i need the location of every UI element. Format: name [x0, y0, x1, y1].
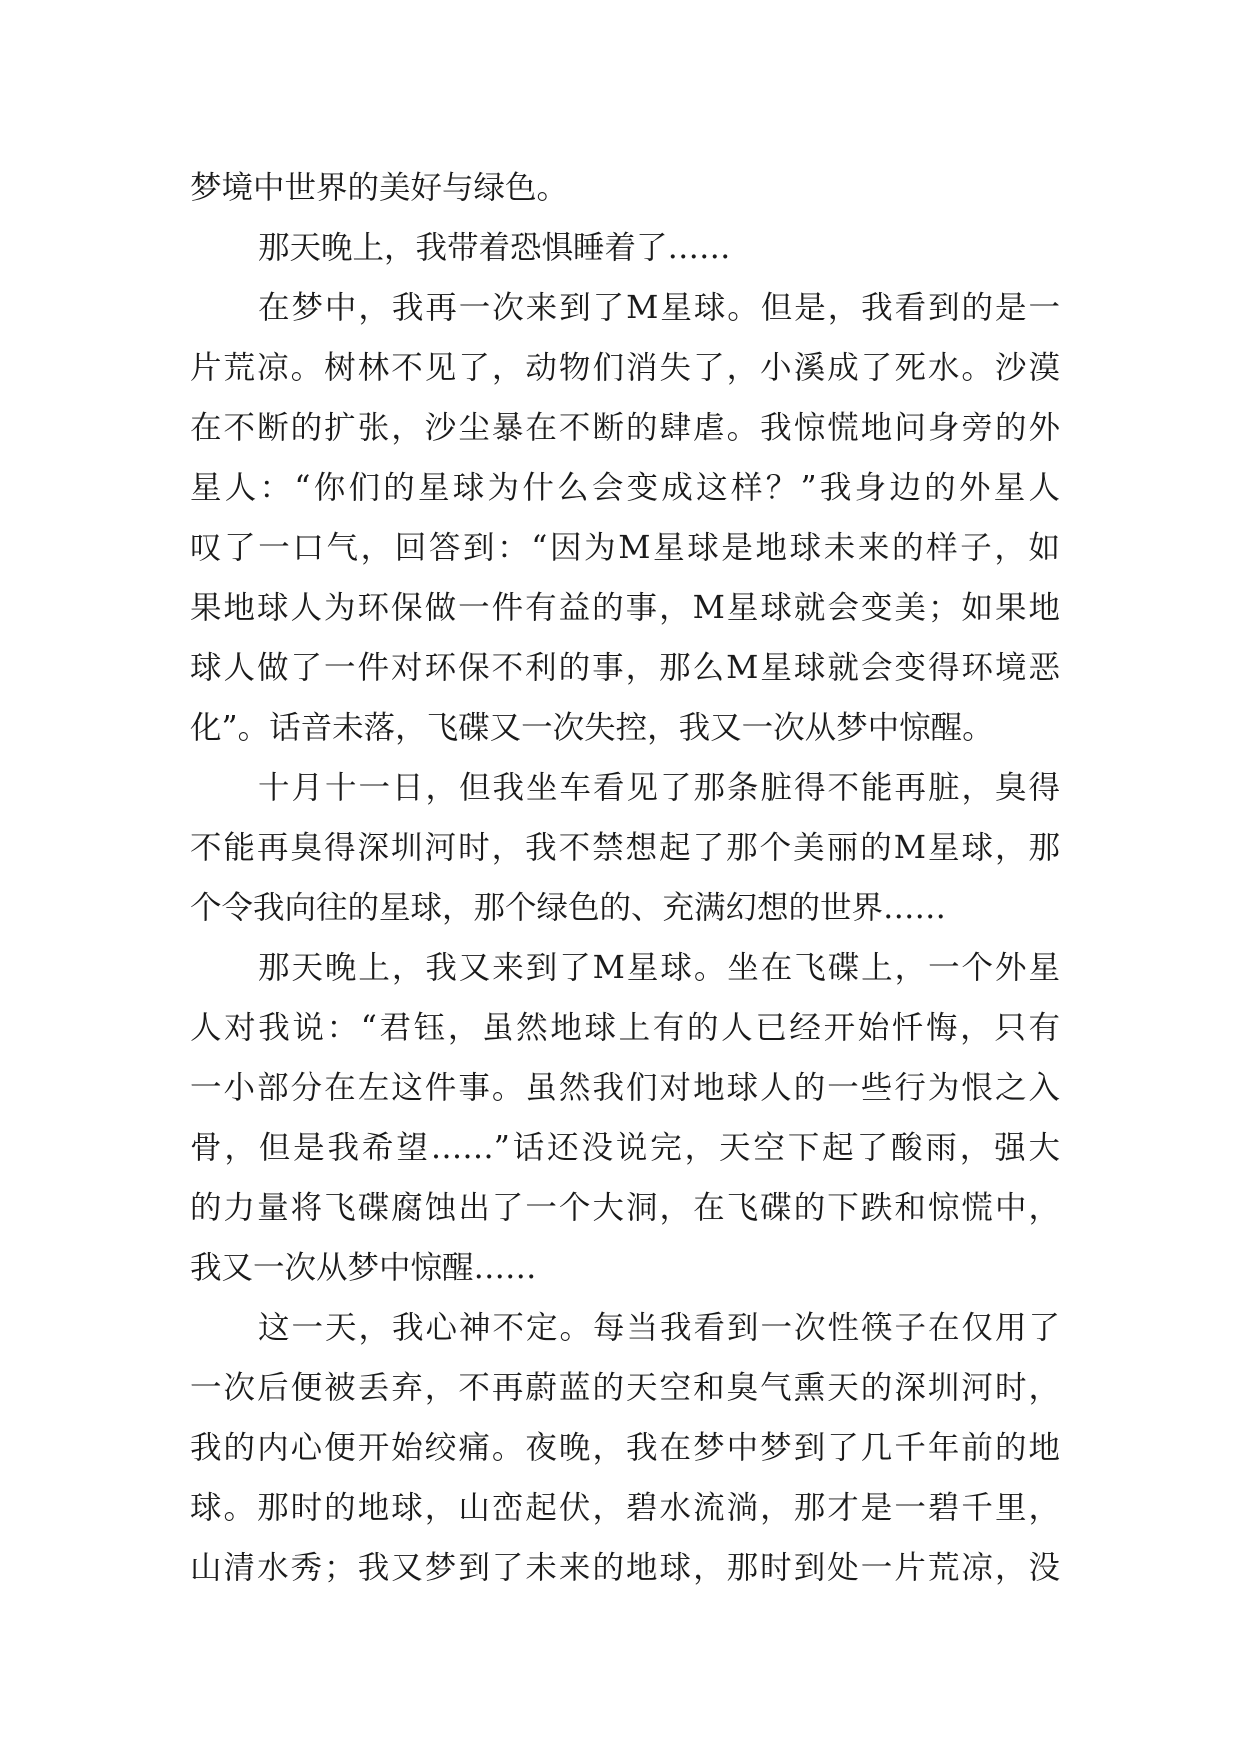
text-line: 化”。话音未落，飞碟又一次失控，我又一次从梦中惊醒。 [190, 710, 994, 746]
text-line: 一小部分在左这件事。虽然我们对地球人的一些行为恨之入 [190, 1070, 1060, 1106]
text-line: 一次后便被丢弃，不再蔚蓝的天空和臭气熏天的深圳河时， [190, 1370, 1060, 1406]
text-line: 那天晚上，我带着恐惧睡着了…… [258, 230, 731, 266]
text-line: 在梦中，我再一次来到了M星球。但是，我看到的是一 [258, 290, 1060, 326]
text-line: 那天晚上，我又来到了M星球。坐在飞碟上，一个外星 [258, 950, 1060, 986]
text-line: 梦境中世界的美好与绿色。 [190, 170, 569, 206]
text-line: 球人做了一件对环保不利的事，那么M星球就会变得环境恶 [190, 650, 1060, 686]
text-line: 果地球人为环保做一件有益的事，M星球就会变美；如果地 [190, 590, 1060, 626]
text-line: 在不断的扩张，沙尘暴在不断的肆虐。我惊慌地问身旁的外 [190, 410, 1060, 446]
text-line: 球。那时的地球，山峦起伏，碧水流淌，那才是一碧千里， [190, 1490, 1060, 1526]
text-line: 叹了一口气，回答到：“因为M星球是地球未来的样子，如 [190, 530, 1060, 566]
text-line: 我又一次从梦中惊醒…… [190, 1250, 537, 1286]
text-line: 星人：“你们的星球为什么会变成这样？”我身边的外星人 [190, 470, 1060, 506]
text-line: 片荒凉。树林不见了，动物们消失了，小溪成了死水。沙漠 [190, 350, 1060, 386]
text-line: 这一天，我心神不定。每当我看到一次性筷子在仅用了 [258, 1310, 1060, 1346]
text-line: 的力量将飞碟腐蚀出了一个大洞，在飞碟的下跌和惊慌中， [190, 1190, 1060, 1226]
text-line: 骨，但是我希望……”话还没说完，天空下起了酸雨，强大 [190, 1130, 1060, 1166]
text-line: 十月十一日，但我坐车看见了那条脏得不能再脏，臭得 [258, 770, 1060, 806]
text-line: 人对我说：“君钰，虽然地球上有的人已经开始忏悔，只有 [190, 1010, 1060, 1046]
text-line: 我的内心便开始绞痛。夜晚，我在梦中梦到了几千年前的地 [190, 1430, 1060, 1466]
text-line: 不能再臭得深圳河时，我不禁想起了那个美丽的M星球，那 [190, 830, 1060, 866]
body-text [190, 158, 1060, 1598]
text-line: 山清水秀；我又梦到了未来的地球，那时到处一片荒凉，没 [190, 1550, 1060, 1586]
text-line: 个令我向往的星球，那个绿色的、充满幻想的世界…… [190, 890, 947, 926]
